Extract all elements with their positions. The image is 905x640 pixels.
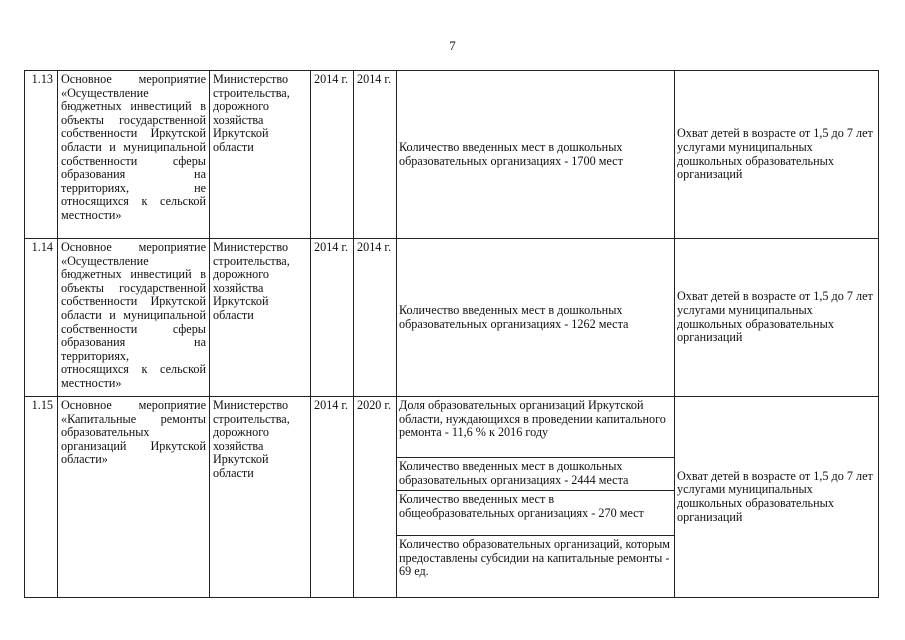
event-name: Основное мероприятие «Осуществление бюджетных инвестиций в объекты государственной собственности Иркутской области и муниципальной собственности сферы образования на территориях, не относящихся к сельской местности» [58,71,210,238]
executor: Министерство строительства, дорожного хозяйства Иркутской области [210,239,311,396]
indicators-group [397,397,675,597]
program-table [24,70,879,598]
page-number: 7 [449,38,456,53]
indicator: Количество образовательных организаций, которым предоставлены субсидии на капитальные ремонты - 69 ед. [399,537,671,579]
table-row [25,239,878,397]
executor: Министерство строительства, дорожного хозяйства Иркутской области [210,397,311,597]
indicator: Количество введенных мест в дошкольных образовательных организациях - 2444 места [397,458,674,491]
expected-result: Охват детей в возрасте от 1,5 до 7 лет услугами муниципальных дошкольных образовательных организаций [677,289,873,345]
row-number: 1.15 [25,397,58,597]
end-year: 2014 г. [354,239,397,396]
indicator: Доля образовательных организаций Иркутской области, нуждающихся в проведении капитального ремонта - 11,6 % к 2016 году [397,397,674,458]
indicator: Количество введенных мест в дошкольных образовательных организациях - 1700 мест [397,71,675,238]
expected-result: Охват детей в возрасте от 1,5 до 7 лет услугами муниципальных дошкольных образовательных организаций [677,126,873,182]
end-year: 2014 г. [354,71,397,238]
row-number: 1.14 [25,239,58,396]
expected-result: Охват детей в возрасте от 1,5 до 7 лет услугами муниципальных дошкольных образовательных организаций [677,468,873,524]
table-row [25,397,878,597]
executor: Министерство строительства, дорожного хозяйства Иркутской области [210,71,311,238]
indicator: Количество введенных мест в дошкольных образовательных организациях - 1262 места [397,239,675,396]
table-row [25,71,878,239]
start-year: 2014 г. [311,239,354,396]
start-year: 2014 г. [311,71,354,238]
event-name: Основное мероприятие «Осуществление бюджетных инвестиций в объекты государственной собственности Иркутской области и муниципальной собственности сферы образования на территориях, относящихся к сельской местности» [58,239,210,396]
start-year: 2014 г. [311,397,354,597]
event-name: Основное мероприятие «Капитальные ремонты образовательных организаций Иркутской области» [58,397,210,597]
row-number: 1.13 [25,71,58,238]
indicator: Количество введенных мест в общеобразовательных организациях - 270 мест [397,491,674,536]
end-year: 2020 г. [354,397,397,597]
